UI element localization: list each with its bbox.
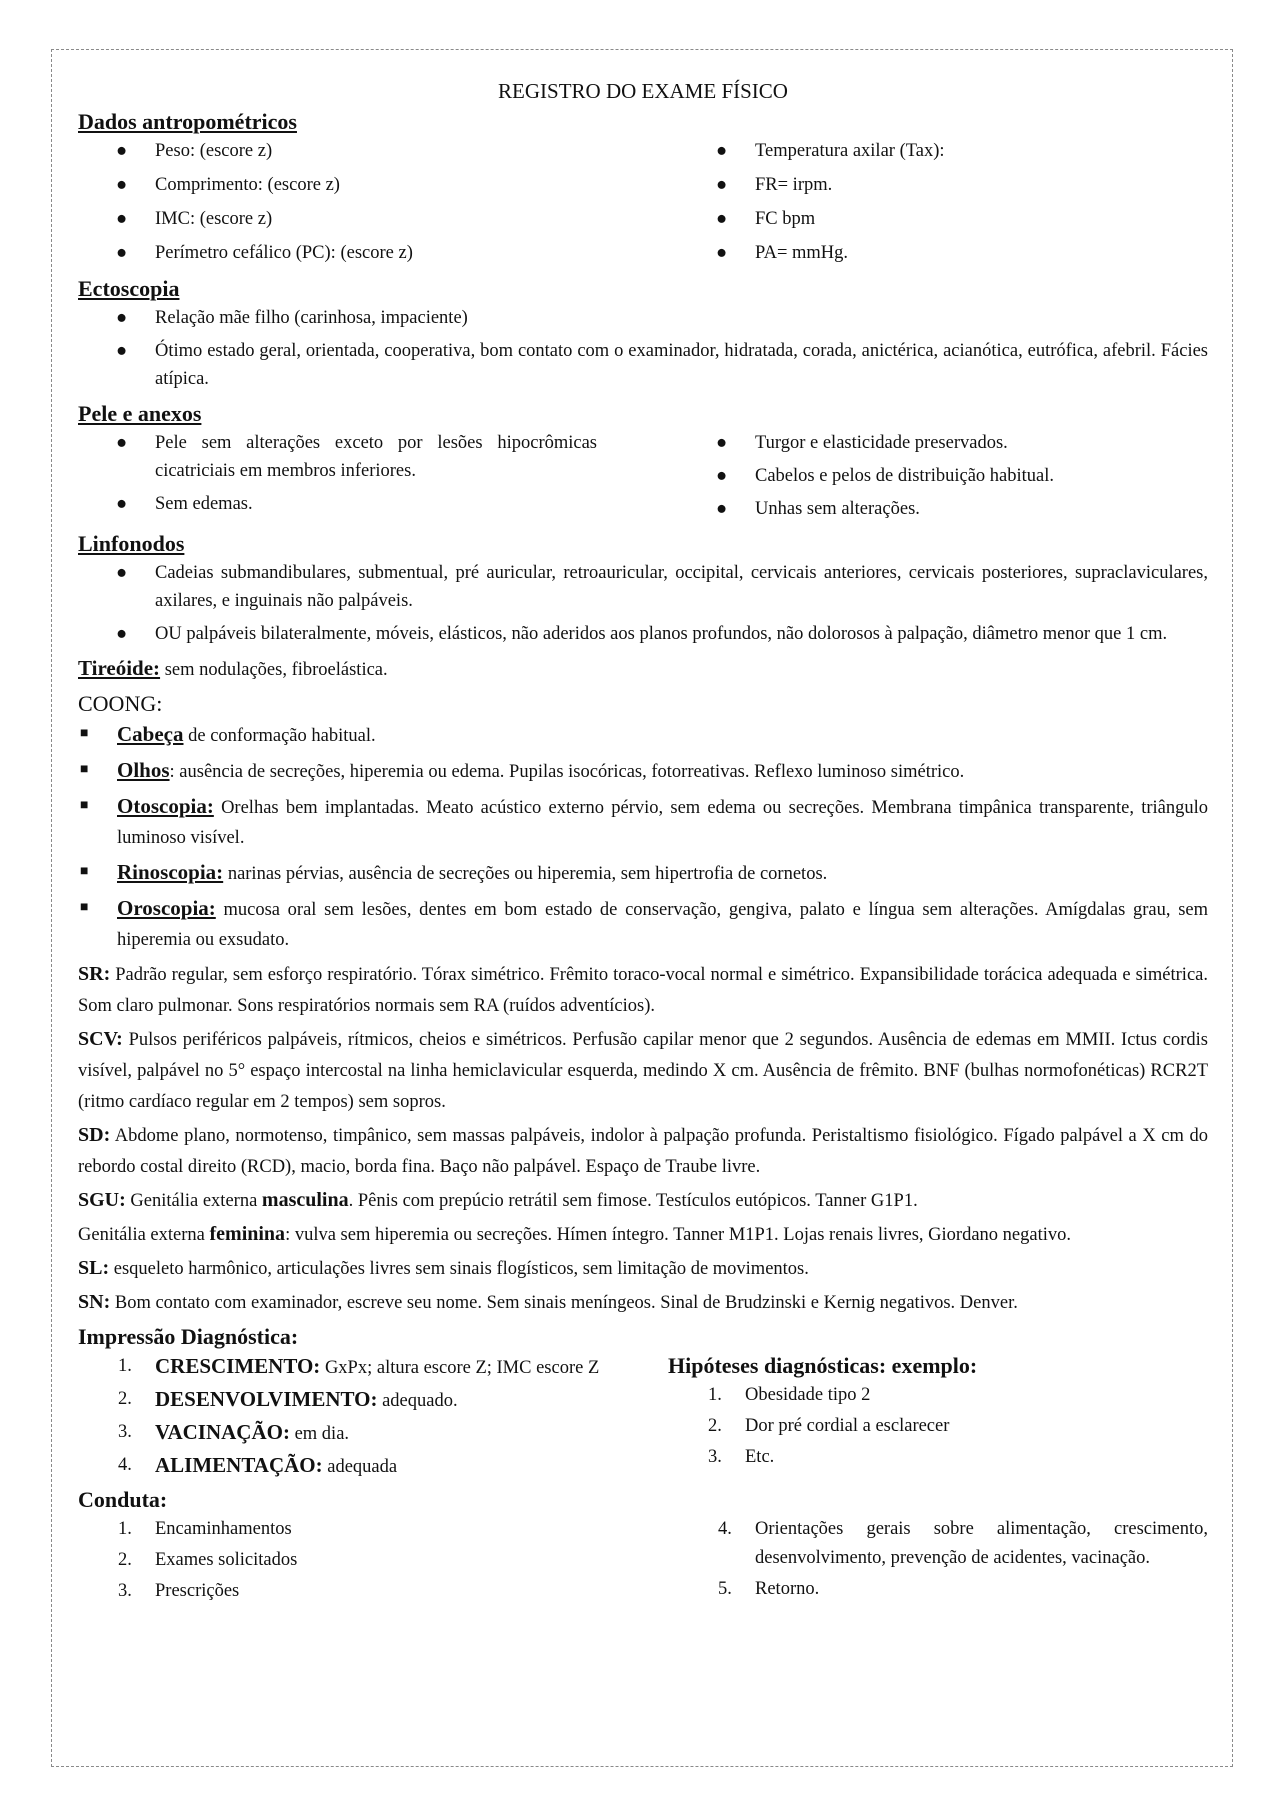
list-item-text: FR= irpm.: [755, 175, 833, 195]
impressao-columns: [78, 1352, 1208, 1484]
conduta-right-list: [678, 1515, 1208, 1608]
bullet-icon: ●: [116, 433, 128, 453]
square-bullet-icon: ■: [80, 864, 89, 879]
hipoteses-heading: Hipóteses diagnósticas: exemplo:: [668, 1353, 978, 1378]
list-number: 1.: [118, 1519, 132, 1539]
list-item: [678, 495, 1208, 523]
list-item: [78, 205, 678, 234]
antropometricos-left-list: [78, 137, 678, 273]
bullet-icon: ●: [716, 243, 728, 263]
sl-text: esqueleto harmônico, articulações livres sem sinais flogísticos, sem limitação de movimentos.: [109, 1259, 809, 1279]
pele-right-list: [678, 429, 1208, 528]
list-item: [678, 205, 1208, 234]
impressao-label: DESENVOLVIMENTO:: [155, 1387, 378, 1411]
list-item-text: Encaminhamentos: [155, 1519, 292, 1539]
list-item-text: Sem edemas.: [155, 494, 253, 514]
list-item: [78, 429, 597, 485]
square-bullet-icon: ■: [80, 726, 89, 741]
bullet-icon: ●: [116, 624, 128, 644]
fem-text: : vulva sem hiperemia ou secreções. Hímen íntegro. Tanner M1P1. Lojas renais livres, Giordano negativo.: [285, 1225, 1072, 1245]
list-number: 2.: [118, 1389, 132, 1409]
coong-label: Cabeça: [117, 722, 184, 746]
list-item: [678, 1575, 1208, 1604]
impressao-label: CRESCIMENTO:: [155, 1354, 321, 1378]
list-item: [668, 1412, 1208, 1441]
list-item-text: OU palpáveis bilateralmente, móveis, elásticos, não aderidos aos planos profundos, não dolorosos à palpação, diâmetro menor que 1 cm.: [155, 624, 1168, 644]
list-item: [78, 1352, 601, 1383]
list-item: [78, 791, 1208, 853]
list-item-text: Pele sem alterações exceto por lesões hipocrômicas cicatriciais em membros inferiores.: [155, 433, 597, 481]
bullet-icon: ●: [116, 243, 128, 263]
conduta-left-list: [78, 1515, 678, 1608]
list-item-text: Orientações gerais sobre alimentação, crescimento, desenvolvimento, prevenção de acidentes, vacinação.: [755, 1519, 1208, 1568]
bullet-icon: ●: [116, 494, 128, 514]
section-heading-antropometricos: Dados antropométricos: [78, 109, 297, 134]
coong-text: : ausência de secreções, hiperemia ou edema. Pupilas isocóricas, fotorreativas. Reflexo luminoso simétrico.: [169, 762, 965, 782]
conduta-heading: Conduta:: [78, 1487, 168, 1512]
list-item-text: FC bpm: [755, 209, 816, 229]
list-item: [78, 559, 1208, 615]
pele-left-list: [78, 429, 678, 528]
coong-label: Olhos: [117, 758, 170, 782]
list-item: [78, 1385, 668, 1416]
sgu-text: Genitália externa: [125, 1191, 262, 1211]
list-item-text: Comprimento: (escore z): [155, 175, 340, 195]
list-item-text: Cabelos e pelos de distribuição habitual.: [755, 466, 1055, 486]
scv-label: SCV:: [78, 1028, 123, 1050]
coong-text: de conformação habitual.: [183, 726, 376, 746]
list-item: [78, 337, 1208, 393]
impressao-text: adequada: [322, 1457, 398, 1477]
bullet-icon: ●: [716, 175, 728, 195]
list-number: 5.: [718, 1579, 732, 1599]
section-heading-ectoscopia: Ectoscopia: [78, 276, 180, 301]
list-item: [678, 429, 1208, 457]
sd-label: SD:: [78, 1124, 111, 1146]
list-item-text: Ótimo estado geral, orientada, cooperativa, bom contato com o examinador, hidratada, corada, anictérica, acianótica, eutrófica, afebril. Fácies atípica.: [155, 341, 1208, 389]
list-item: [78, 755, 1208, 787]
list-item: [78, 857, 1208, 889]
list-item-text: Turgor e elasticidade preservados.: [755, 433, 1008, 453]
list-item: [78, 1451, 668, 1482]
list-item-text: Cadeias submandibulares, submentual, pré auricular, retroauricular, occipital, cervicais anteriores, cervicais posteriores, supraclaviculares, axilares, e inguinais não palpáveis.: [155, 563, 1208, 611]
list-item: [78, 620, 1208, 648]
bullet-icon: ●: [116, 563, 128, 583]
list-number: 2.: [708, 1416, 722, 1436]
coong-text: narinas pérvias, ausência de secreções ou hiperemia, sem hipertrofia de cornetos.: [223, 864, 828, 884]
list-item: [78, 171, 678, 200]
coong-text: Orelhas bem implantadas. Meato acústico externo pérvio, sem edema ou secreções. Membrana timpânica transparente, triângulo luminoso visível.: [117, 798, 1208, 848]
coong-label: Oroscopia:: [117, 896, 216, 920]
list-item: [678, 137, 1208, 166]
sgu-emphasis: masculina: [261, 1189, 349, 1211]
square-bullet-icon: ■: [80, 900, 89, 915]
conduta-columns: [78, 1515, 1208, 1608]
sr-text: Padrão regular, sem esforço respiratório. Tórax simétrico. Frêmito toraco-vocal normal e simétrico. Expansibilidade torácica adequada e simétrica. Som claro pulmonar. Sons respiratórios normais sem RA (ruídos adventícios).: [78, 965, 1208, 1016]
list-number: 3.: [118, 1422, 132, 1442]
impressao-text: GxPx; altura escore Z; IMC escore Z: [320, 1358, 600, 1378]
sgu-paragraph: [78, 1185, 1208, 1217]
list-item: [78, 1515, 678, 1544]
list-item: [678, 462, 1208, 490]
tireoide-line: [78, 653, 1208, 686]
list-item-text: Exames solicitados: [155, 1550, 298, 1570]
bullet-icon: ●: [716, 141, 728, 161]
list-item: [78, 719, 1208, 751]
list-item: [78, 1546, 678, 1575]
coong-label: Otoscopia:: [117, 794, 214, 818]
bullet-icon: ●: [116, 141, 128, 161]
sn-paragraph: [78, 1287, 1208, 1319]
list-number: 1.: [118, 1356, 132, 1376]
list-item: [78, 490, 678, 518]
sl-paragraph: [78, 1253, 1208, 1285]
bullet-icon: ●: [716, 209, 728, 229]
bullet-icon: ●: [116, 175, 128, 195]
ectoscopia-list: [78, 304, 1208, 393]
scv-paragraph: [78, 1024, 1208, 1118]
square-bullet-icon: ■: [80, 798, 89, 813]
document-body: [78, 76, 1208, 1608]
bullet-icon: ●: [716, 466, 728, 486]
list-item: [78, 137, 678, 166]
pele-columns: [78, 429, 1208, 528]
hipoteses-list: [668, 1381, 1208, 1472]
list-item-text: Etc.: [745, 1447, 775, 1467]
sn-text: Bom contato com examinador, escreve seu nome. Sem sinais meníngeos. Sinal de Brudzinski e Kernig negativos. Denver.: [110, 1293, 1018, 1313]
page-title: REGISTRO DO EXAME FÍSICO: [498, 79, 788, 103]
impressao-text: adequado.: [377, 1391, 458, 1411]
list-item-text: PA= mmHg.: [755, 243, 849, 263]
bullet-icon: ●: [116, 341, 128, 361]
tireoide-text: sem nodulações, fibroelástica.: [160, 660, 388, 680]
list-item: [78, 1418, 668, 1449]
sr-paragraph: [78, 959, 1208, 1022]
hipoteses-block: [668, 1350, 1208, 1484]
list-item: [78, 304, 1208, 332]
tireoide-label: Tireóide:: [78, 656, 161, 680]
antropometricos-columns: [78, 137, 1208, 273]
sgu-label: SGU:: [78, 1189, 126, 1211]
list-item-text: Perímetro cefálico (PC): (escore z): [155, 243, 413, 263]
list-item: [668, 1443, 1208, 1472]
square-bullet-icon: ■: [80, 762, 89, 777]
bullet-icon: ●: [116, 308, 128, 328]
list-number: 4.: [118, 1455, 132, 1475]
impressao-label: ALIMENTAÇÃO:: [155, 1453, 323, 1477]
list-item: [678, 239, 1208, 268]
section-heading-pele: Pele e anexos: [78, 401, 202, 426]
list-item-text: Relação mãe filho (carinhosa, impaciente): [155, 308, 468, 328]
list-item: [78, 239, 678, 268]
sd-text: Abdome plano, normotenso, timpânico, sem massas palpáveis, indolor à palpação profunda. Peristaltismo fisiológico. Fígado palpável a X cm do rebordo costal direito (RCD), macio, borda fina. Baço não palpável. Espaço de Traube livre.: [78, 1126, 1208, 1177]
impressao-heading: Impressão Diagnóstica:: [78, 1324, 299, 1349]
list-number: 4.: [718, 1519, 732, 1539]
list-number: 3.: [118, 1581, 132, 1601]
list-item-text: Prescrições: [155, 1581, 240, 1601]
sn-label: SN:: [78, 1291, 111, 1313]
bullet-icon: ●: [116, 209, 128, 229]
scv-text: Pulsos periféricos palpáveis, rítmicos, cheios e simétricos. Perfusão capilar menor que 2 segundos. Ausência de edemas em MMII. Ictus cordis visível, palpável no 5° espaço intercostal na linha hemiclavicular esquerda, medindo X cm. Ausência de frêmito. BNF (bulhas normofonéticas) RCR2T (ritmo cardíaco regular em 2 tempos) sem sopros.: [78, 1030, 1208, 1112]
list-item: [78, 893, 1208, 955]
list-item: [668, 1381, 1208, 1410]
impressao-text: em dia.: [289, 1424, 350, 1444]
impressao-label: VACINAÇÃO:: [155, 1420, 290, 1444]
list-item: [678, 171, 1208, 200]
list-item: [678, 1515, 1208, 1573]
sgu-text: . Pênis com prepúcio retrátil sem fimose. Testículos eutópicos. Tanner G1P1.: [348, 1191, 918, 1211]
coong-text: mucosa oral sem lesões, dentes em bom estado de conservação, gengiva, palato e língua sem alterações. Amígdalas grau, sem hiperemia ou exsudato.: [117, 900, 1208, 950]
list-item-text: Temperatura axilar (Tax):: [755, 141, 945, 161]
list-item-text: Unhas sem alterações.: [755, 499, 920, 519]
genitalia-feminina-paragraph: [78, 1219, 1208, 1251]
list-number: 2.: [118, 1550, 132, 1570]
list-number: 1.: [708, 1385, 722, 1405]
fem-text: Genitália externa: [78, 1225, 210, 1245]
sd-paragraph: [78, 1120, 1208, 1183]
coong-label: Rinoscopia:: [117, 860, 224, 884]
fem-emphasis: feminina: [209, 1223, 286, 1245]
list-item-text: Dor pré cordial a esclarecer: [745, 1416, 950, 1436]
list-item-text: Retorno.: [755, 1579, 820, 1599]
list-item-text: Peso: (escore z): [155, 141, 273, 161]
bullet-icon: ●: [716, 433, 728, 453]
list-item: [78, 1577, 678, 1606]
list-item-text: IMC: (escore z): [155, 209, 273, 229]
impressao-list: [78, 1352, 668, 1484]
linfonodos-list: [78, 559, 1208, 648]
list-number: 3.: [708, 1447, 722, 1467]
sr-label: SR:: [78, 963, 111, 985]
list-item-text: Obesidade tipo 2: [745, 1385, 871, 1405]
bullet-icon: ●: [716, 499, 728, 519]
coong-heading: COONG:: [78, 691, 163, 716]
antropometricos-right-list: [678, 137, 1208, 273]
coong-list: [78, 719, 1208, 955]
section-heading-linfonodos: Linfonodos: [78, 531, 185, 556]
sl-label: SL:: [78, 1257, 110, 1279]
